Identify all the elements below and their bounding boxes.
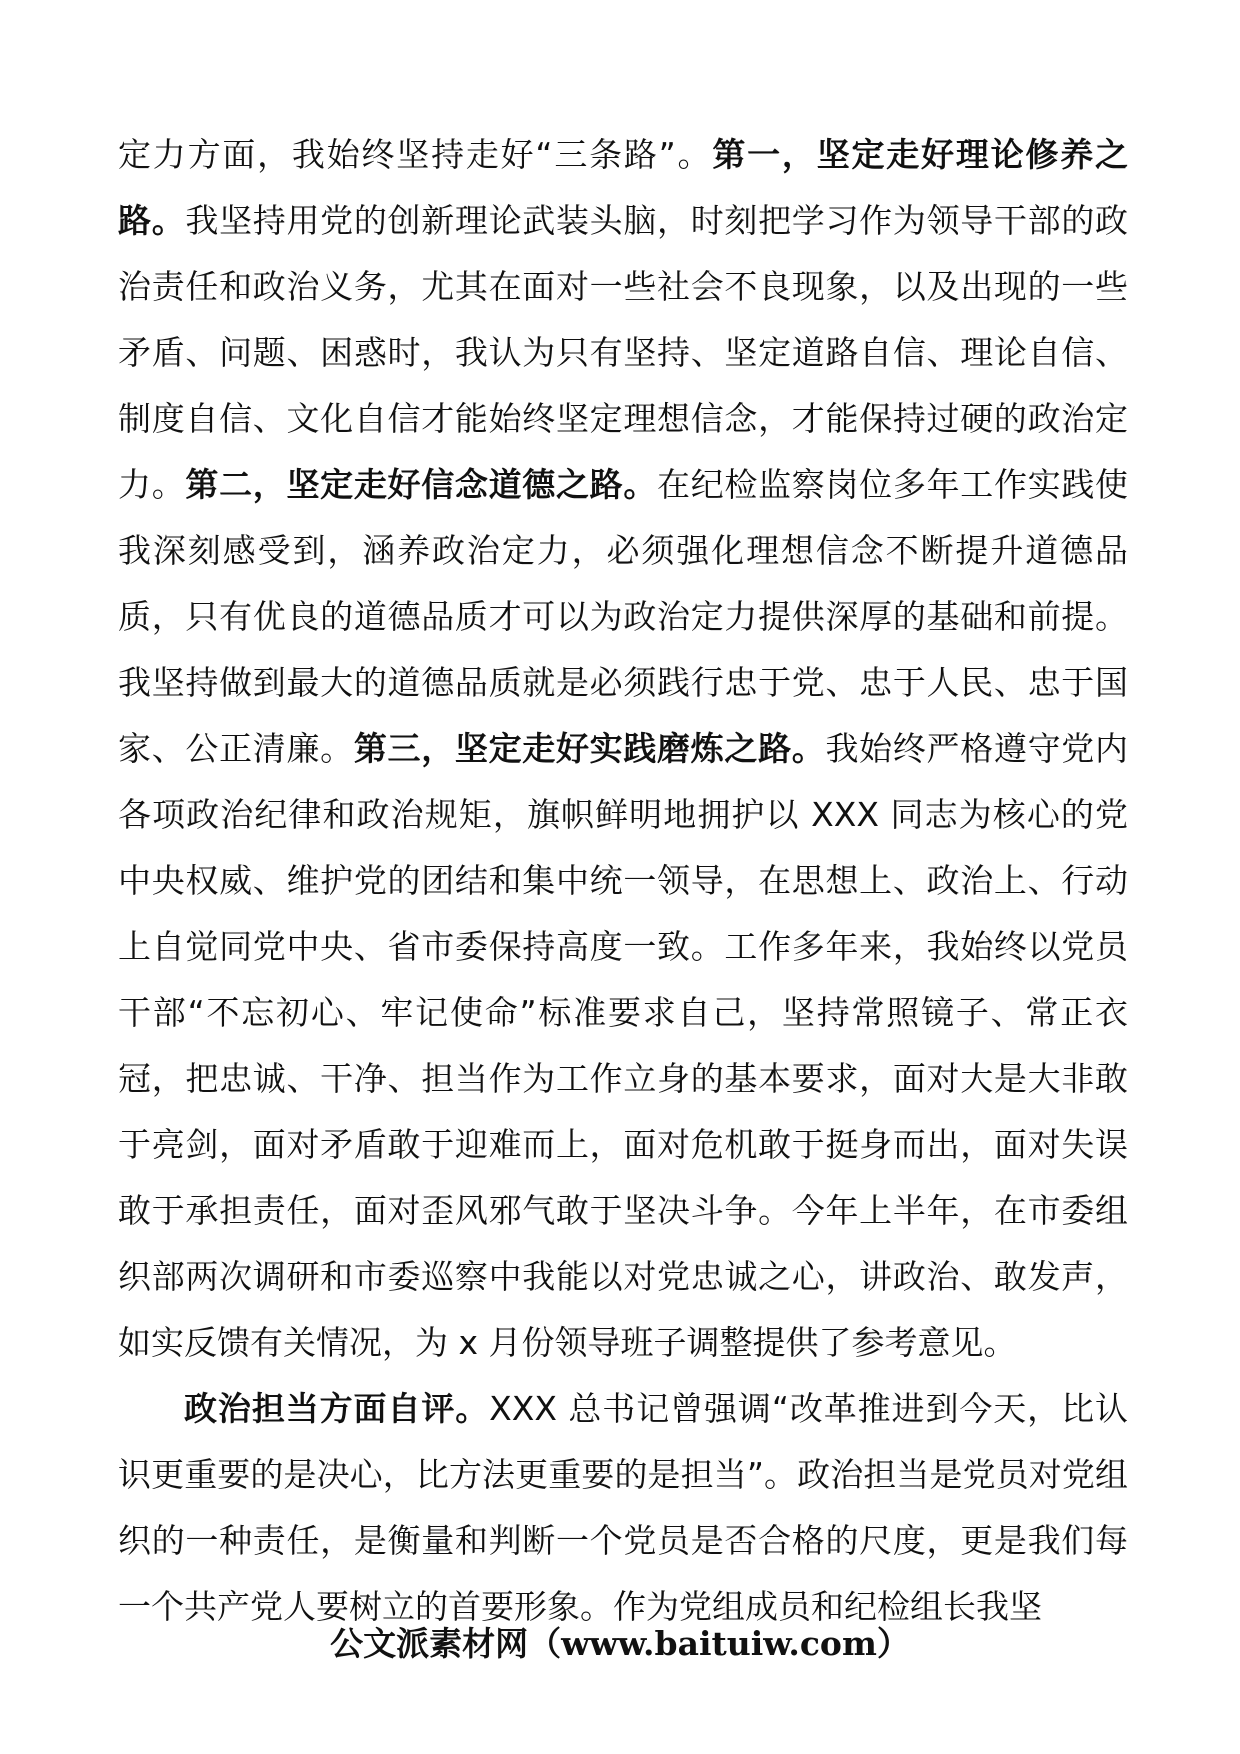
bold-heading-second: 第二，坚定走好信念道德之路。 xyxy=(185,465,658,504)
text-run: 我始终严格遵守党内各项政治纪律和政治规矩，旗帜鲜明地拥护以 XXX 同志为核心的党中央权威、维护党的团结和集中统一领导，在思想上、政治上、行动上自觉同党中央、省市委保持高度一致。工作多年来，我始终以党员干部“不忘初心、牢记使命”标准要求自己，坚持常照镜子、常正衣冠，把忠诚、干净、担当作为工作立身的基本要求，面对大是大非敢于亮剑，面对矛盾敢于迎难而上，面对危机敢于挺身而出，面对失误敢于承担责任，面对歪风邪气敢于坚决斗争。今年上半年，在市委组织部两次调研和市委巡察中我能以对党忠诚之心，讲政治、敢发声，如实反馈有关情况，为 x 月份领导班子调整提供了参考意见。 xyxy=(118,729,1129,1362)
bold-heading-first: 第一，坚定走好理论修养之路。 xyxy=(118,135,1128,240)
bold-heading-third: 第三，坚定走好实践磨炼之路。 xyxy=(353,729,826,768)
document-body xyxy=(118,122,1128,1640)
text-run: 定力方面，我始终坚持走好“三条路”。 xyxy=(118,135,713,174)
text-run: 在纪检监察岗位多年工作实践使我深刻感受到，涵养政治定力，必须强化理想信念不断提升道德品质，只有优良的道德品质才可以为政治定力提供深厚的基础和前提。我坚持做到最大的道德品质就是必须践行忠于党、忠于人民、忠于国家、公正清廉。 xyxy=(118,465,1129,768)
paragraph-political-determination xyxy=(118,122,1128,1376)
footer-watermark: 公文派素材网（www.baituiw.com） xyxy=(330,1624,910,1663)
text-run: 我坚持用党的创新理论武装头脑，时刻把学习作为领导干部的政治责任和政治义务，尤其在面对一些社会不良现象，以及出现的一些矛盾、问题、困惑时，我认为只有坚持、坚定道路自信、理论自信、制度自信、文化自信才能始终坚定理想信念，才能保持过硬的政治定力。 xyxy=(118,201,1129,504)
text-run: XXX 总书记曾强调“改革推进到今天，比认识更重要的是决心，比方法更重要的是担当”。政治担当是党员对党组织的一种责任，是衡量和判断一个党员是否合格的尺度，更是我们每一个共产党人要树立的首要形象。作为党组成员和纪检组长我坚 xyxy=(118,1389,1128,1626)
paragraph-political-responsibility xyxy=(118,1376,1128,1640)
bold-section-heading: 政治担当方面自评。 xyxy=(184,1389,490,1428)
